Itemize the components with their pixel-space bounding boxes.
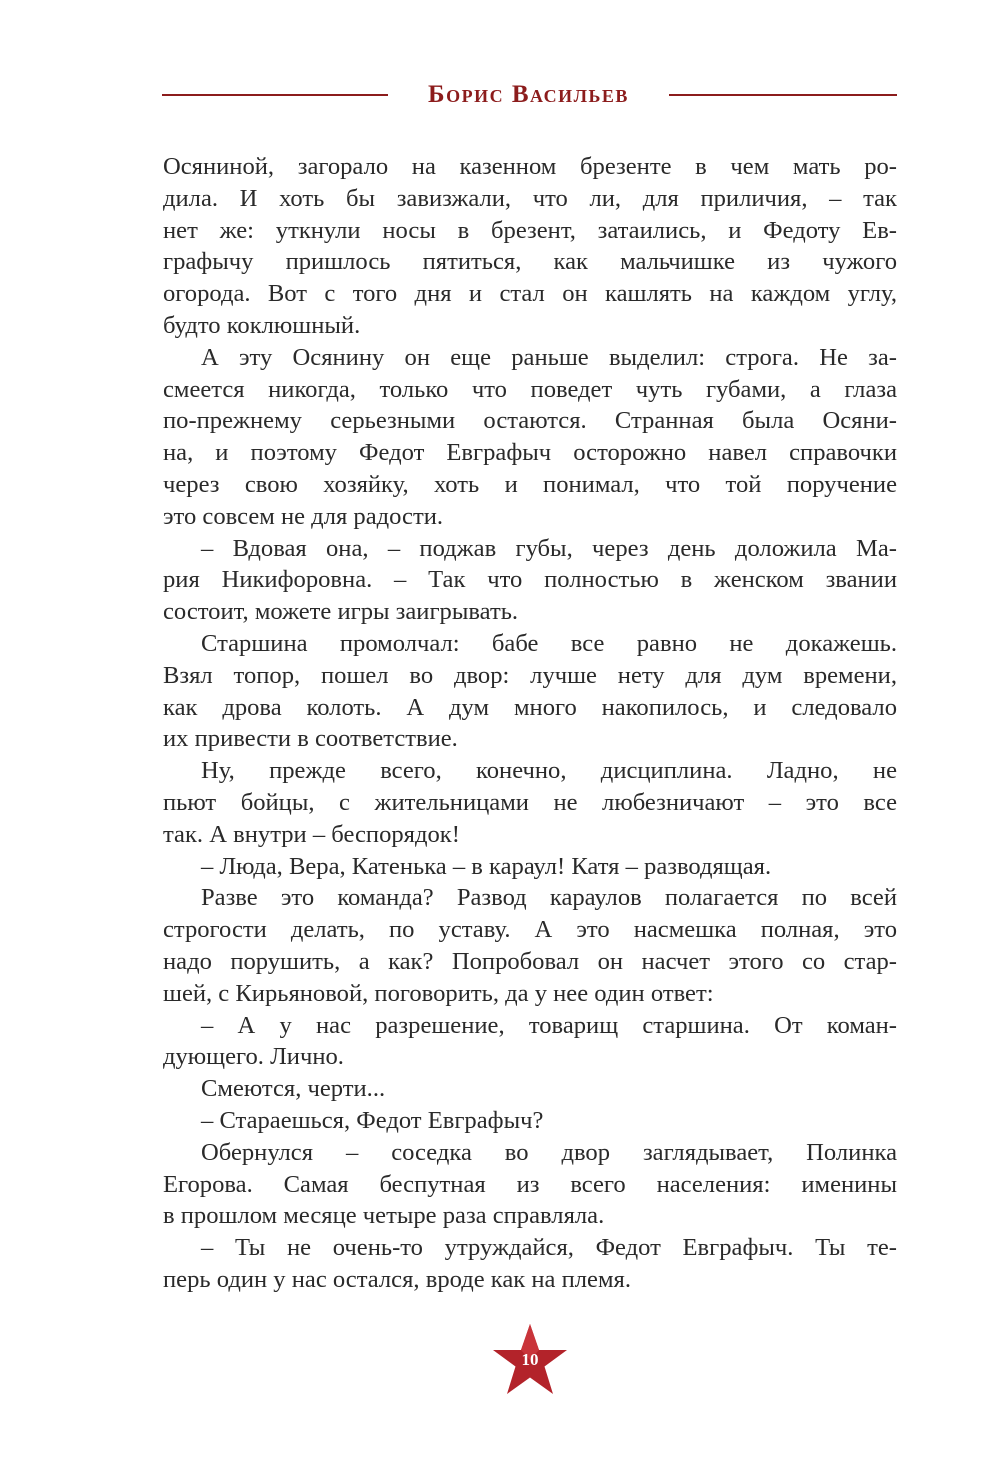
text-line: по-прежнему серьезными остаются. Странная была Осяни- (163, 407, 897, 435)
page-number: 10 (521, 1350, 539, 1369)
text-line: пьют бойцы, с жительницами не любезничают – это все (163, 788, 897, 816)
text-line: Взял топор, пошел во двор: лучше нету для дум времени, (163, 661, 897, 689)
text-line: Ну, прежде всего, конечно, дисциплина. Ладно, не (201, 757, 897, 785)
text-line: строгости делать, по уставу. А это насмешка полная, это (163, 916, 897, 944)
text-line: Осяниной, загорало на казенном брезенте в чем мать ро- (163, 153, 897, 180)
text-line: огорода. Вот с того дня и стал он кашлять на каждом углу, (163, 280, 897, 308)
body-text (163, 151, 897, 1296)
text-line: дующего. Лично. (163, 1043, 344, 1071)
text-line: – Стараешься, Федот Евграфыч? (201, 1106, 544, 1134)
text-line: – Ты не очень-то утруждайся, Федот Евграфыч. Ты те- (201, 1234, 897, 1262)
text-line: Старшина промолчал: бабе все равно не докажешь. (201, 629, 897, 657)
header-rule-right (669, 94, 897, 96)
page-number-badge (491, 1322, 569, 1398)
text-line: А эту Осянину он еще раньше выделил: строга. Не за- (201, 343, 897, 371)
text-line: их привести в соответствие. (163, 725, 458, 753)
header-author: Борис Васильев (428, 81, 629, 108)
text-line: рия Никифоровна. – Так что полностью в женском звании (163, 566, 897, 594)
text-line: смеется никогда, только что поведет чуть губами, а глаза (163, 375, 897, 403)
text-line: Разве это команда? Развод караулов полагается по всей (201, 884, 897, 912)
text-line: дила. И хоть бы завизжали, что ли, для приличия, – так (163, 184, 897, 212)
text-line: – А у нас разрешение, товарищ старшина. От коман- (201, 1011, 897, 1039)
text-line: шей, с Кирьяновой, поговорить, да у нее один ответ: (163, 979, 714, 1007)
text-line: Смеются, черти... (201, 1075, 386, 1103)
text-line: это совсем не для радости. (163, 502, 444, 530)
text-line: нет же: уткнули носы в брезент, затаились, и Федоту Ев- (163, 216, 897, 244)
text-line: в прошлом месяце четыре раза справляла. (163, 1202, 605, 1230)
text-line: Обернулся – соседка во двор заглядывает, Полинка (201, 1138, 897, 1166)
text-line: надо порушить, а как? Попробовал он насчет этого со стар- (163, 947, 897, 975)
header-rule-left (162, 94, 388, 96)
text-line: Егорова. Самая беспутная из всего населения: именины (163, 1170, 897, 1198)
text-line: через свою хозяйку, хоть и понимал, что той поручение (163, 470, 897, 498)
text-line: состоит, можете игры заигрывать. (163, 598, 519, 626)
text-line: на, и поэтому Федот Евграфыч осторожно навел справочки (163, 439, 897, 467)
running-header (162, 78, 897, 112)
text-line: перь один у нас остался, вроде как на племя. (163, 1265, 631, 1293)
text-line: – Вдовая она, – поджав губы, через день доложила Ма- (201, 534, 897, 562)
text-line: так. А внутри – беспорядок! (163, 820, 460, 848)
text-line: графычу пришлось пятиться, как мальчишке из чужого (163, 248, 897, 276)
text-line: – Люда, Вера, Катенька – в караул! Катя – разводящая. (201, 852, 772, 880)
text-line: как дрова колоть. А дум много накопилось, и следовало (163, 693, 897, 721)
text-line: будто коклюшный. (163, 311, 361, 339)
